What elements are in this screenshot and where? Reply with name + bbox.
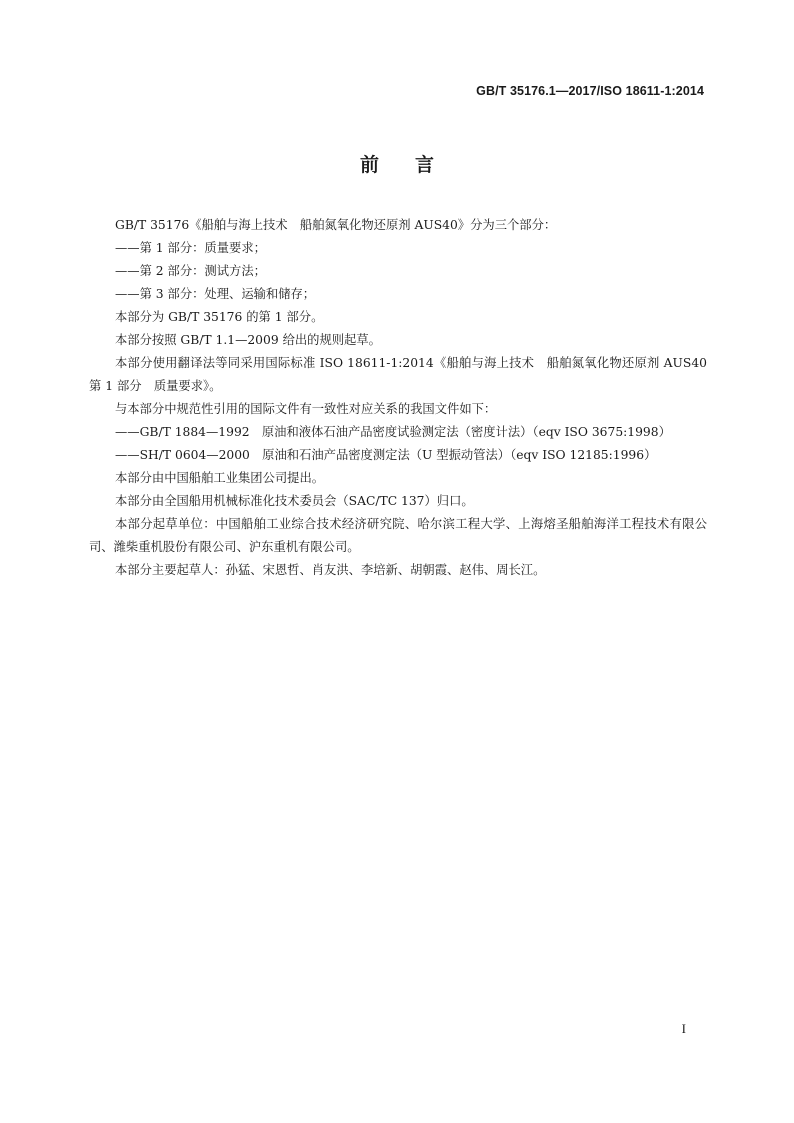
paragraph-this-part: 本部分为 GB/T 35176 的第 1 部分。 [115,310,324,324]
paragraph-main-drafters: 本部分主要起草人：孙猛、宋恩哲、肖友洪、李培新、胡朝霞、赵伟、周长江。 [115,563,546,577]
paragraph-parts-intro: GB/T 35176《船舶与海上技术 船舶氮氧化物还原剂 AUS40》分为三个部分： [115,218,557,232]
paragraph-drafting-rules: 本部分按照 GB/T 1.1—2009 给出的规则起草。 [115,333,381,347]
page-number: I [681,1021,686,1036]
standard-number-header: GB/T 35176.1—2017/ISO 18611-1:2014 [476,84,704,98]
paragraph-drafting-units: 本部分起草单位：中国船舶工业综合技术经济研究院、哈尔滨工程大学、上海熔圣船舶海洋工程技术有限公司、潍柴重机股份有限公司、沪东重机有限公司。 [89,517,707,554]
paragraph-reference-gbt1884: ——GB/T 1884—1992 原油和液体石油产品密度试验测定法（密度计法）（eqv ISO 3675:1998） [115,425,671,439]
foreword-body [89,214,720,582]
paragraph-adoption: 本部分使用翻译法等同采用国际标准 ISO 18611-1:2014《船舶与海上技术 船舶氮氧化物还原剂 AUS40 第 1 部分 质量要求》。 [89,356,720,393]
paragraph-references-intro: 与本部分中规范性引用的国际文件有一致性对应关系的我国文件如下： [115,402,497,416]
paragraph-part-3: ——第 3 部分：处理、运输和储存； [115,287,316,301]
paragraph-part-1: ——第 1 部分：质量要求； [115,241,266,255]
paragraph-part-2: ——第 2 部分：测试方法； [115,264,266,278]
page-title: 前言 [359,154,470,176]
paragraph-centralized-by: 本部分由全国船用机械标准化技术委员会（SAC/TC 137）归口。 [115,494,474,508]
paragraph-proposed-by: 本部分由中国船舶工业集团公司提出。 [115,471,325,485]
paragraph-reference-sht0604: ——SH/T 0604—2000 原油和石油产品密度测定法（U 型振动管法）（eqv ISO 12185:1996） [115,448,657,462]
